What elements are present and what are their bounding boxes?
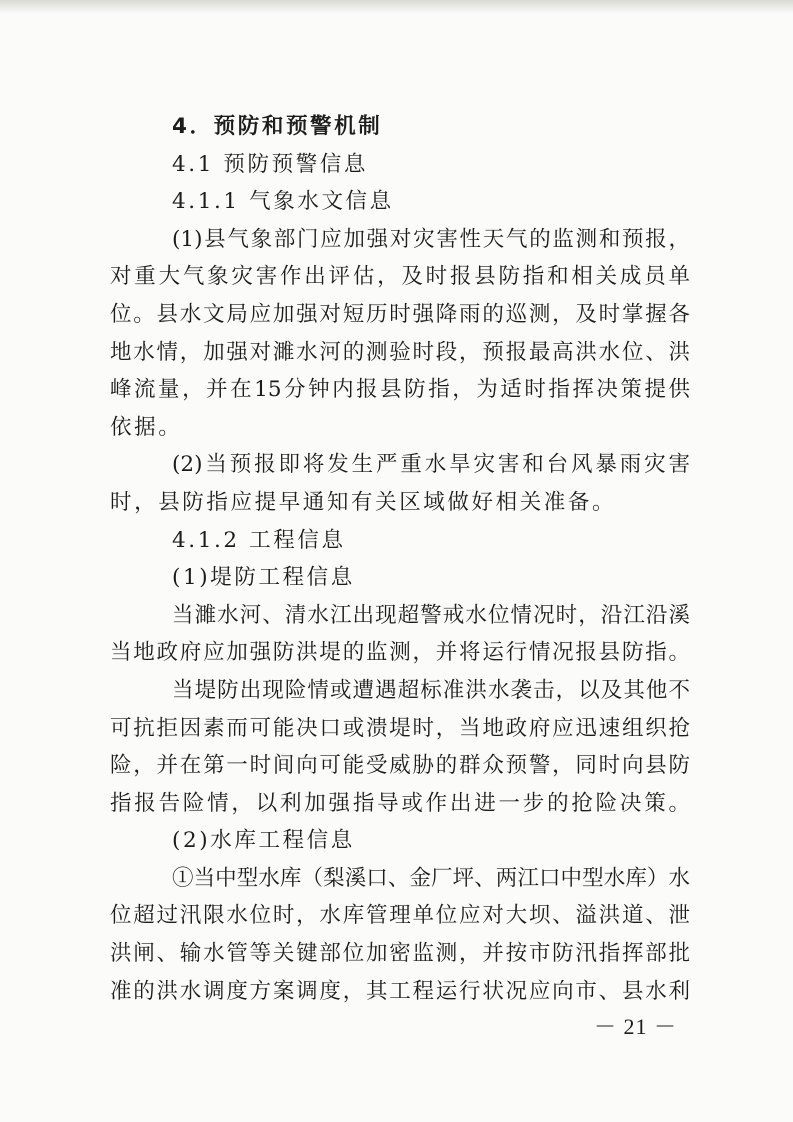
scan-top-edge — [0, 0, 793, 14]
text-line: 位。县水文局应加强对短历时强降雨的巡测，及时掌握各 — [110, 301, 690, 327]
text-line: ①当中型水库（梨溪口、金厂坪、两江口中型水库）水 — [172, 865, 690, 891]
document-body — [110, 108, 690, 1010]
text-line: (2)当预报即将发生严重水旱灾害和台风暴雨灾害 — [172, 452, 690, 478]
text-line: 时，县防指应提早通知有关区域做好相关准备。 — [110, 489, 617, 515]
text-line: 准的洪水调度方案调度，其工程运行状况应向市、县水利 — [110, 978, 690, 1004]
text-line: 指报告险情，以利加强指导或作出进一步的抢险决策。 — [110, 790, 690, 816]
page-number: － 21 － — [594, 1014, 678, 1039]
text-line: (1)县气象部门应加强对灾害性天气的监测和预报， — [172, 226, 690, 252]
subsection-heading: (1)堤防工程信息 — [172, 565, 355, 591]
subsection-heading: 4.1.2 工程信息 — [172, 527, 346, 553]
text-line: 当地政府应加强防洪堤的监测，并将运行情况报县防指。 — [110, 640, 690, 666]
text-line: 当濉水河、清水江出现超警戒水位情况时，沿江沿溪 — [172, 602, 690, 628]
text-line: 依据。 — [110, 414, 183, 440]
text-line: 当堤防出现险情或遭遇超标准洪水袭击，以及其他不 — [172, 677, 690, 703]
subsection-heading: (2)水库工程信息 — [172, 828, 355, 854]
text-line: 可抗拒因素而可能决口或溃堤时，当地政府应迅速组织抢 — [110, 715, 690, 741]
text-line: 险，并在第一时间向可能受威胁的群众预警，同时向县防 — [110, 753, 690, 779]
text-line: 对重大气象灾害作出评估，及时报县防指和相关成员单 — [110, 264, 690, 290]
subsection-heading: 4.1 预防预警信息 — [172, 151, 369, 177]
text-line: 洪闸、输水管等关键部位加密监测，并按市防汛指挥部批 — [110, 941, 690, 967]
text-line: 地水情，加强对濉水河的测验时段，预报最高洪水位、洪 — [110, 339, 690, 365]
subsection-heading: 4.1.1 气象水文信息 — [172, 189, 394, 215]
text-line: 峰流量，并在15分钟内报县防指，为适时指挥决策提供 — [110, 377, 690, 403]
section-heading: 4．预防和预警机制 — [172, 114, 383, 139]
text-line: 位超过汛限水位时，水库管理单位应对大坝、溢洪道、泄 — [110, 903, 690, 929]
